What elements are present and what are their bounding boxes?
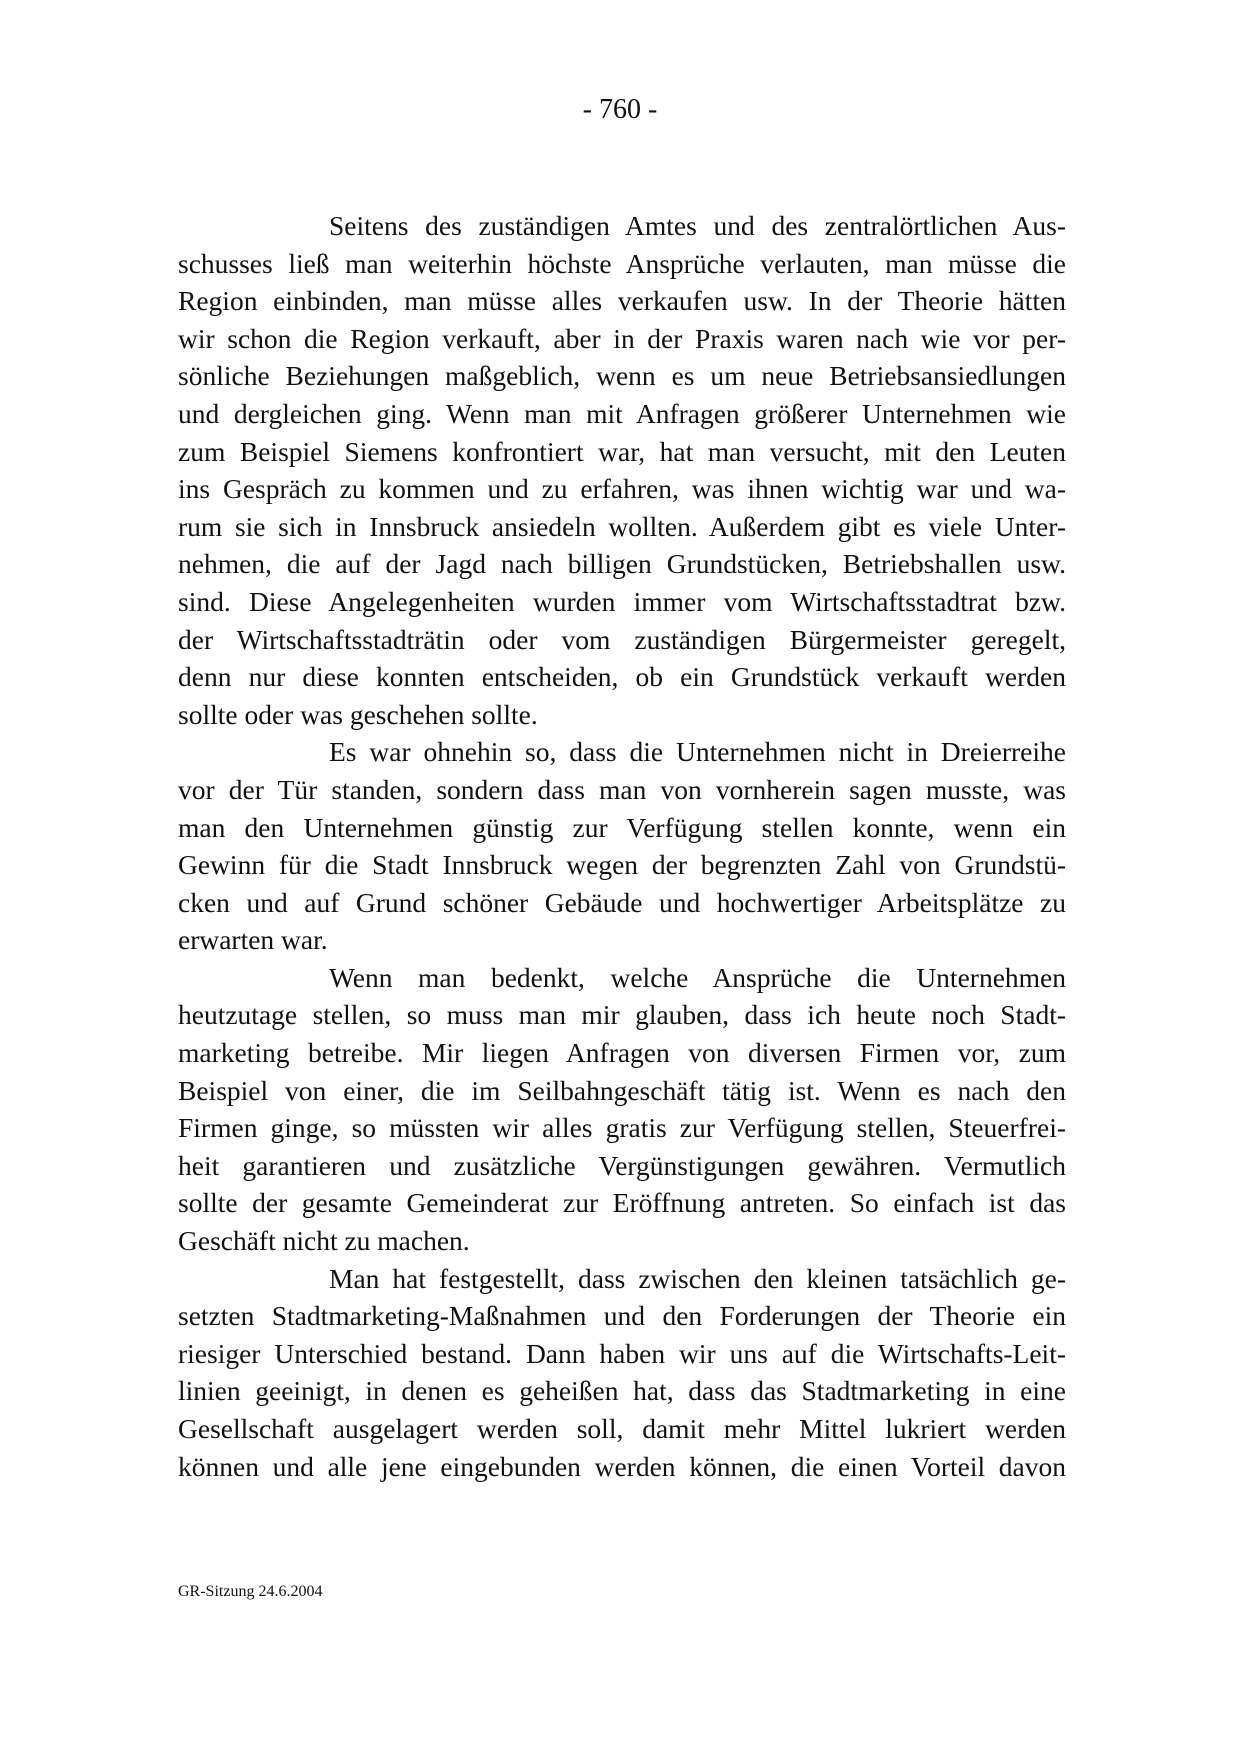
text-line: Gewinn für die Stadt Innsbruck wegen der begrenzten Zahl von Grundstü- [178,849,1066,881]
paragraph-4 [178,1260,1066,1486]
paragraph-3 [178,959,1066,1260]
text-line: wir schon die Region verkauft, aber in der Praxis waren nach wie vor per- [178,322,1066,354]
text-line: heit garantieren und zusätzliche Vergünstigungen gewähren. Vermutlich [178,1149,1066,1181]
text-line: marketing betreibe. Mir liegen Anfragen von diversen Firmen vor, zum [178,1037,1066,1069]
text-line: man den Unternehmen günstig zur Verfügung stellen konnte, wenn ein [178,811,1066,843]
text-line: Es war ohnehin so, dass die Unternehmen nicht in Dreierreihe [329,736,1066,768]
text-line: sollte der gesamte Gemeinderat zur Eröffnung antreten. So einfach ist das [178,1187,1066,1219]
text-line: linien geeinigt, in denen es geheißen hat, dass das Stadtmarketing in eine [178,1375,1066,1407]
text-line: können und alle jene eingebunden werden können, die einen Vorteil davon [178,1450,1066,1482]
footer-session-date: GR-Sitzung 24.6.2004 [178,1583,323,1600]
text-line: heutzutage stellen, so muss man mir glauben, dass ich heute noch Stadt- [178,999,1066,1031]
paragraph-1 [178,207,1066,733]
text-line: cken und auf Grund schöner Gebäude und hochwertiger Arbeitsplätze zu [178,886,1066,918]
text-line: Gesellschaft ausgelagert werden soll, damit mehr Mittel lukriert werden [178,1413,1066,1444]
body-text [178,207,1066,1485]
text-line: sind. Diese Angelegenheiten wurden immer vom Wirtschaftsstadtrat bzw. [178,585,1066,617]
text-line: Wenn man bedenkt, welche Ansprüche die Unternehmen [329,961,1066,993]
text-line: Seitens des zuständigen Amtes und des zentralörtlichen Aus- [329,210,1066,241]
text-line: Geschäft nicht zu machen. [178,1225,470,1257]
text-line: erwarten war. [178,924,328,956]
text-line: Firmen ginge, so müssten wir alles gratis zur Verfügung stellen, Steuerfrei- [178,1112,1066,1144]
page-number: - 760 - [582,94,658,125]
text-line: nehmen, die auf der Jagd nach billigen Grundstücken, Betriebshallen usw. [178,548,1066,580]
text-line: riesiger Unterschied bestand. Dann haben wir uns auf die Wirtschafts-Leit- [178,1337,1066,1369]
text-line: sollte oder was geschehen sollte. [178,698,538,730]
text-line: der Wirtschaftsstadträtin oder vom zuständigen Bürgermeister geregelt, [178,623,1066,655]
text-line: setzten Stadtmarketing-Maßnahmen und den Forderungen der Theorie ein [178,1300,1066,1332]
text-line: denn nur diese konnten entscheiden, ob ein Grundstück verkauft werden [178,661,1066,693]
text-line: und dergleichen ging. Wenn man mit Anfragen größerer Unternehmen wie [178,397,1066,429]
text-line: rum sie sich in Innsbruck ansiedeln wollten. Außerdem gibt es viele Unter- [178,510,1066,542]
text-line: ins Gespräch zu kommen und zu erfahren, was ihnen wichtig war und wa- [178,473,1066,505]
text-line: zum Beispiel Siemens konfrontiert war, hat man versucht, mit den Leuten [178,435,1066,467]
text-line: Beispiel von einer, die im Seilbahngeschäft tätig ist. Wenn es nach den [178,1074,1066,1106]
paragraph-2 [178,733,1066,959]
text-line: vor der Tür standen, sondern dass man von vornherein sagen musste, was [178,773,1066,805]
text-line: Region einbinden, man müsse alles verkaufen usw. In der Theorie hätten [178,285,1066,317]
text-line: Man hat festgestellt, dass zwischen den kleinen tatsächlich ge- [329,1262,1066,1294]
text-line: schusses ließ man weiterhin höchste Ansprüche verlauten, man müsse die [178,247,1066,279]
text-line: sönliche Beziehungen maßgeblich, wenn es um neue Betriebsansiedlungen [178,360,1066,392]
